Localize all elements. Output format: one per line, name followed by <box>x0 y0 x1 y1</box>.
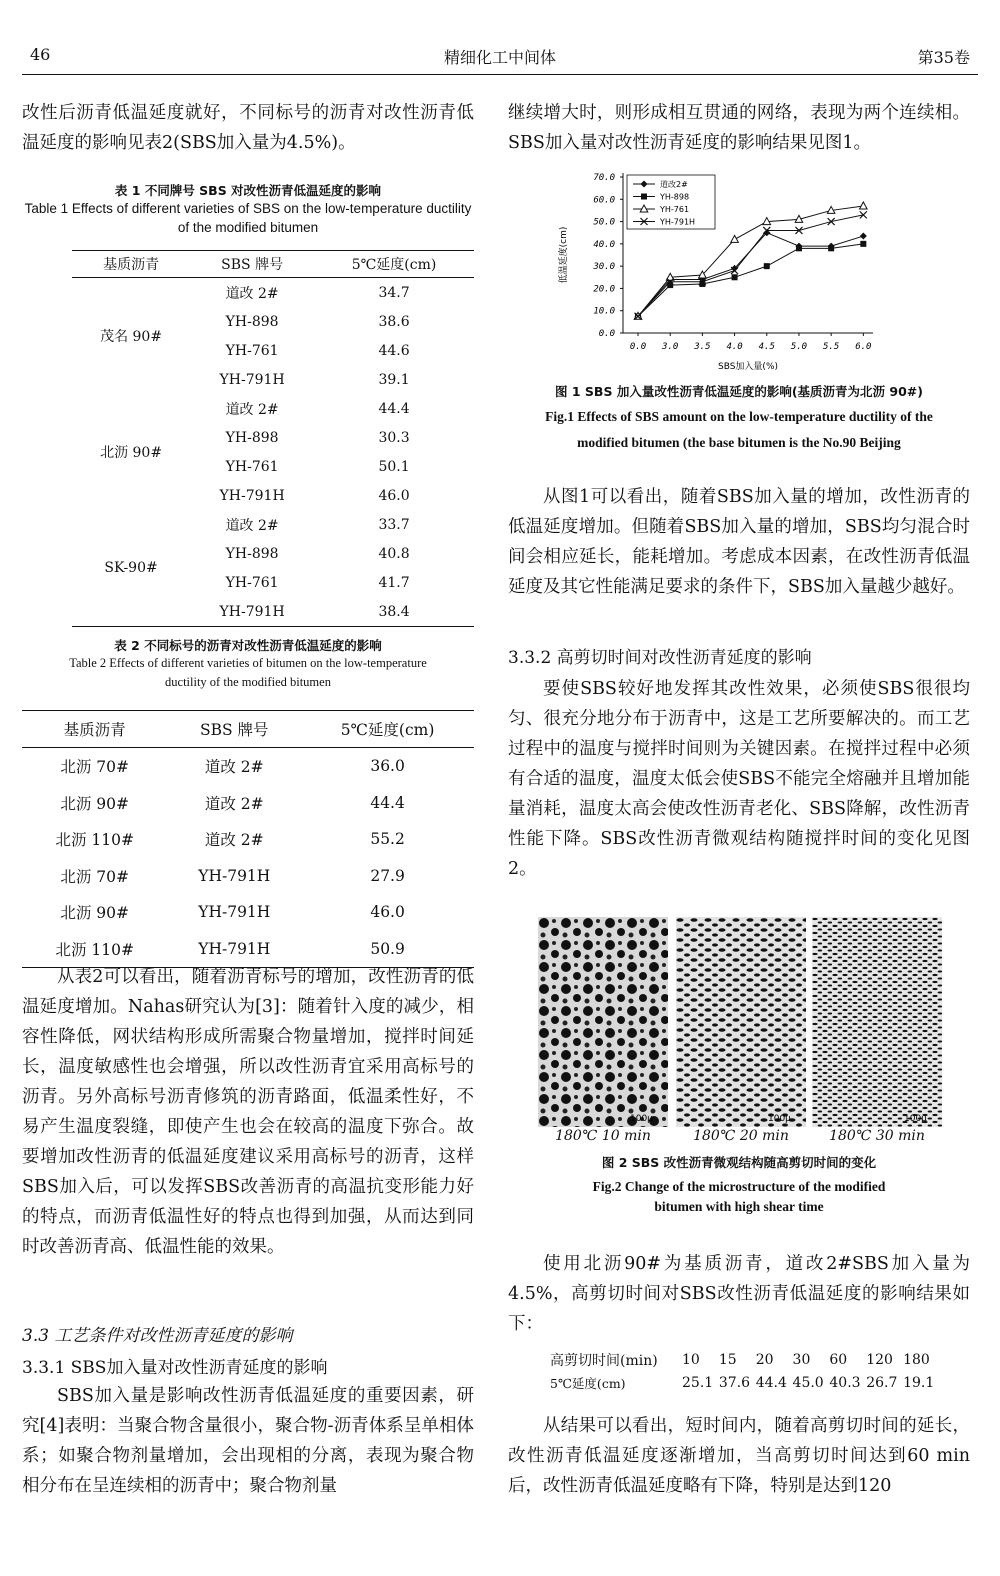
page-number: 46 <box>30 45 51 64</box>
data-point <box>828 245 834 251</box>
y-tick-label: 30.0 <box>593 262 615 273</box>
table2-cell: 道改 2# <box>204 758 264 777</box>
data-point <box>796 245 802 251</box>
heading-3-3-1: 3.3.1 SBS加入量对改性沥青延度的影响 <box>22 1358 328 1378</box>
heading-3-3-2: 3.3.2 高剪切时间对改性沥青延度的影响 <box>508 648 812 668</box>
fig1-line-chart <box>548 165 888 380</box>
x-tick-label: 6.0 <box>855 342 872 352</box>
page-header <box>30 45 970 71</box>
chart-legend <box>627 175 715 229</box>
table1-cell: YH-898 <box>225 429 279 446</box>
table1-cell: YH-761 <box>225 342 279 359</box>
table1-cell: YH-898 <box>225 545 279 562</box>
table2-cell: 55.2 <box>370 830 405 849</box>
table2-cell: 北沥 70# <box>60 867 129 886</box>
table2-cell: 北沥 90# <box>60 794 129 813</box>
table2-caption-en: Table 2 Effects of different varieties of bitumen on the low-temperature ductility of the modified bitumen <box>69 656 427 689</box>
right-para-5: 从结果可以看出，短时间内，随着高剪切时间的延长，改性沥青低温延度逐渐增加，当高剪切时间达到60 min后，改性沥青低温延度略有下降，特别是达到120 <box>508 1416 970 1496</box>
table1-cell: 道改 2# <box>225 285 279 302</box>
shear-cell: 19.1 <box>903 1375 935 1391</box>
table2-cell: 道改 2# <box>204 794 264 813</box>
scale-bar-label: 100μ <box>904 1114 927 1124</box>
table1-base: 北沥 90# <box>100 445 163 461</box>
table1-header: 基质沥青 <box>72 251 190 278</box>
left-para-2: 从表2可以看出，随着沥青标号的增加，改性沥青的低温延度增加。Nahas研究认为[3]：随着针入度的减少，相容性降低，网状结构形成所需聚合物量增加，搅拌时间延长，温度敏感性也会增强，所以改性沥青宜采用高标号的沥青。另外高标号沥青修筑的沥青路面，低温柔性好，不易产生温度裂缝，即使产生也会在较高的温度下弥合。故要增加改性沥青的低温延度建议采用高标号的沥青，这样SBS加入后，可以发挥SBS改善沥青的高温抗变形能力好的特点，而沥青低温性好的特点也得到加强，从而达到同时改善沥青高、低温性能的效果。 <box>22 967 474 1257</box>
right-para-2: 从图1可以看出，随着SBS加入量的增加，改性沥青的低温延度增加。但随着SBS加入量的增加，SBS均匀混合时间会相应延长，能耗增加。考虑成本因素，在改性沥青低温延度及其它性能满足要求的条件下，SBS加入量越少越好。 <box>508 487 970 597</box>
left-para-3: SBS加入量是影响改性沥青低温延度的重要因素，研究[4]表明：当聚合物含量很小，聚合物-沥青体系呈单相体系；如聚合物剂量增加，会出现相的分离，表现为聚合物相分布在呈连续相的沥青中；聚合物剂量 <box>22 1386 474 1496</box>
fig2-caption-en-2: bitumen with high shear time <box>654 1199 824 1214</box>
shear-cell: 180 <box>903 1352 930 1368</box>
x-tick-label: 0.0 <box>629 342 647 352</box>
table1-base: 茂名 90# <box>100 329 163 345</box>
table2-cell: 北沥 70# <box>60 758 129 777</box>
shear-cell: 25.1 <box>682 1375 714 1391</box>
table1-cell: 41.7 <box>378 574 410 591</box>
shear-cell: 37.6 <box>718 1375 751 1391</box>
shear-cell: 10 <box>682 1352 700 1368</box>
fig1-caption <box>508 382 970 456</box>
right-para-3: 要使SBS较好地发挥其改性效果，必须使SBS很很均匀、很充分地分布于沥青中，这是工艺所要解决的。而工艺过程中的温度与搅拌时间则为关键因素。在搅拌过程中必须有合适的温度，温度太低会使SBS不能完全熔融并且增加能量消耗，温度太高会使改性沥青老化、SBS降解，改性沥青性能下降。SBS改性沥青微观结构随搅拌时间的变化见图2。 <box>508 679 970 879</box>
x-tick-label: 5.0 <box>790 342 808 352</box>
data-point <box>764 263 770 269</box>
legend-label: YH-898 <box>660 192 690 202</box>
fig1-caption-en: Fig.1 Effects of SBS amount on the low-temperature ductility of the modified bitumen (the base bitumen is the No.90 Beijing <box>545 409 933 450</box>
y-tick-label: 60.0 <box>593 195 615 206</box>
table2-header: 基质沥青 <box>22 711 167 748</box>
fig2-label-20min: 180℃ 20 min <box>693 1128 789 1144</box>
table1-cell: 道改 2# <box>225 517 279 534</box>
shear-cell: 45.0 <box>792 1375 824 1391</box>
left-para-1: 改性后沥青低温延度就好，不同标号的沥青对改性沥青低温延度的影响见表2(SBS加入量为4.5%)。 <box>22 103 474 153</box>
table2-caption <box>22 636 474 692</box>
shear-cell: 60 <box>829 1352 848 1368</box>
header-rule <box>22 74 978 75</box>
data-point <box>860 241 866 247</box>
table1-caption-cn: 表 1 不同牌号 SBS 对改性沥青低温延度的影响 <box>114 183 382 198</box>
fig2-label-30min: 180℃ 30 min <box>829 1128 925 1144</box>
table1-cell: YH-761 <box>225 574 279 591</box>
fig2-label-10min: 180℃ 10 min <box>555 1128 651 1144</box>
table1-cell: 33.7 <box>378 516 410 533</box>
y-tick-label: 0.0 <box>598 329 615 339</box>
table2-cell: 50.9 <box>301 931 474 968</box>
legend-label: YH-791H <box>660 217 696 227</box>
scale-bar-label: 100μ <box>768 1114 791 1124</box>
table1-cell: YH-791H <box>190 597 314 627</box>
table1-cell: YH-898 <box>225 313 279 330</box>
table2-cell: 27.9 <box>370 866 405 885</box>
micrograph-30min <box>812 917 942 1127</box>
table1-cell: YH-761 <box>225 458 279 475</box>
x-tick-label: 3.0 <box>662 342 679 352</box>
fig2-caption <box>508 1153 970 1217</box>
table2-header: 5℃延度(cm) <box>301 711 474 748</box>
table1-cell: 50.1 <box>378 458 410 475</box>
table2-cell: 36.0 <box>370 757 405 776</box>
data-point <box>732 274 738 280</box>
y-tick-label: 50.0 <box>593 217 615 228</box>
table2-cell: 46.0 <box>370 903 405 922</box>
y-tick-label: 70.0 <box>593 173 615 183</box>
x-tick-label: 4.5 <box>758 342 775 352</box>
legend-label: 道改2# <box>660 180 688 189</box>
x-tick-label: 4.0 <box>726 342 743 352</box>
right-para-1: 继续增大时，则形成相互贯通的网络，表现为两个连续相。SBS加入量对改性沥青延度的影响结果见图1。 <box>508 103 970 153</box>
fig1-caption-cn: 图 1 SBS 加入量改性沥青低温延度的影响(基质沥青为北沥 90#) <box>555 384 923 399</box>
y-tick-label: 20.0 <box>593 284 615 295</box>
shear-cell: 120 <box>866 1352 893 1368</box>
table2-cell: 道改 2# <box>204 831 264 850</box>
table1-caption <box>22 181 474 237</box>
table1-cell: 39.1 <box>378 371 410 388</box>
y-axis-label: 低温延度(cm) <box>559 226 569 284</box>
table1-cell: 30.3 <box>378 429 410 446</box>
x-tick-label: 3.5 <box>694 342 711 352</box>
data-point <box>860 233 867 240</box>
shear-row1-label: 高剪切时间(min) <box>550 1353 658 1369</box>
x-axis-label: SBS加入量(%) <box>717 362 779 372</box>
shear-cell: 30 <box>792 1352 811 1368</box>
table1-cell: 34.7 <box>378 284 410 301</box>
table2-cell: 北沥 110# <box>55 831 134 850</box>
table2-cell: YH-791H <box>198 866 271 885</box>
table2-header: SBS 牌号 <box>167 711 301 748</box>
right-para-4: 使用北沥90#为基质沥青，道改2#SBS加入量为4.5%，高剪切时间对SBS改性沥青低温延度的影响结果如下： <box>508 1254 970 1334</box>
table1 <box>72 250 474 627</box>
table1-cell: 44.6 <box>378 342 410 359</box>
shear-cell: 40.3 <box>829 1375 861 1391</box>
table2-cell: 44.4 <box>370 793 405 812</box>
table1-cell: 44.4 <box>378 400 410 417</box>
table1-cell: 道改 2# <box>225 401 279 418</box>
table2-caption-cn: 表 2 不同标号的沥青对改性沥青低温延度的影响 <box>114 638 382 653</box>
data-point <box>860 202 868 209</box>
y-tick-label: 40.0 <box>593 239 615 250</box>
shear-cell: 26.7 <box>866 1375 898 1391</box>
table1-header: 5℃延度(cm) <box>314 251 474 278</box>
table1-base: SK-90# <box>72 510 190 627</box>
table1-header: SBS 牌号 <box>190 251 314 278</box>
legend-label: YH-761 <box>660 205 690 214</box>
heading-3-3: 3.3 工艺条件对改性沥青延度的影响 <box>22 1326 293 1346</box>
scale-bar-label: 100μ <box>630 1114 653 1124</box>
micrograph-10min <box>538 917 668 1127</box>
shear-cell: 20 <box>755 1352 774 1368</box>
micrograph-20min <box>676 917 806 1127</box>
table2-cell: YH-791H <box>167 931 301 968</box>
table1-cell: 46.0 <box>378 487 410 504</box>
x-tick-label: 5.5 <box>823 342 840 352</box>
section-3-3 <box>22 1322 474 1382</box>
shear-row2-label: 5℃延度(cm) <box>550 1376 626 1391</box>
section-3-3-2 <box>508 644 970 672</box>
table2-cell: YH-791H <box>198 903 271 922</box>
volume-label: 第35卷 <box>917 48 970 67</box>
fig2-caption-en-1: Fig.2 Change of the microstructure of the modified <box>592 1179 886 1194</box>
shear-cell: 44.4 <box>755 1375 787 1391</box>
data-point <box>731 235 739 242</box>
table1-cell: 38.4 <box>314 597 474 627</box>
fig2-caption-cn: 图 2 SBS 改性沥青微观结构随高剪切时间的变化 <box>601 1155 877 1170</box>
table1-cell: YH-791H <box>219 371 285 388</box>
data-point <box>641 194 647 200</box>
shear-time-table <box>550 1348 940 1394</box>
journal-title: 精细化工中间体 <box>443 48 556 67</box>
table1-cell: 40.8 <box>378 545 410 562</box>
table1-cell: 38.6 <box>378 313 410 330</box>
table2 <box>22 710 474 968</box>
y-tick-label: 10.0 <box>593 306 615 317</box>
data-point <box>667 282 673 288</box>
shear-cell: 15 <box>718 1352 737 1368</box>
table2-cell: 北沥 110# <box>22 931 167 968</box>
table1-cell: YH-791H <box>219 487 285 504</box>
table1-caption-en: Table 1 Effects of different varieties of SBS on the low-temperature ductility of the modified bitumen <box>24 201 472 235</box>
table2-cell: 北沥 90# <box>60 904 129 923</box>
